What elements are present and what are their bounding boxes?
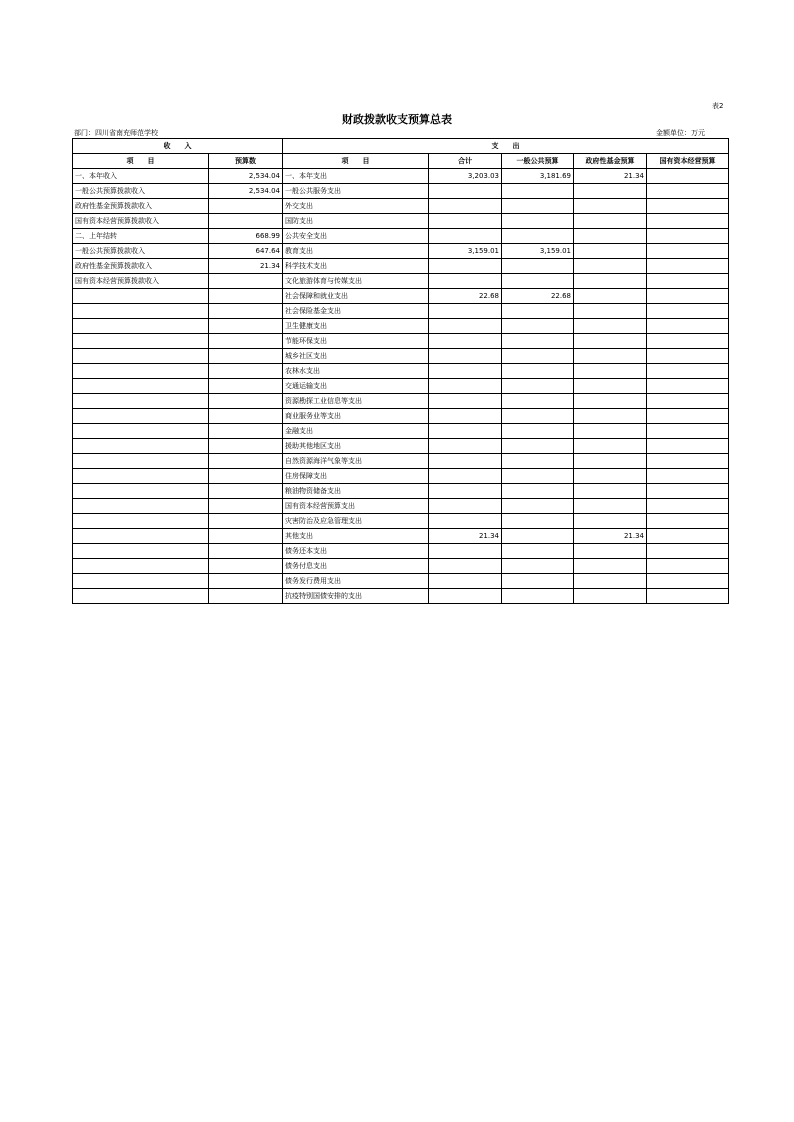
state-capital-cell (647, 544, 729, 559)
total-cell (429, 409, 502, 424)
income-amount-cell (209, 349, 283, 364)
expense-item-cell: 住房保障支出 (283, 469, 429, 484)
income-amount-cell (209, 484, 283, 499)
expense-item-cell: 卫生健康支出 (283, 319, 429, 334)
expense-item-cell: 外交支出 (283, 199, 429, 214)
gov-fund-cell (574, 379, 647, 394)
income-amount-cell (209, 409, 283, 424)
total-cell: 3,203.03 (429, 169, 502, 184)
total-cell (429, 274, 502, 289)
state-capital-header: 国有资本经营预算 (647, 154, 729, 169)
income-amount-cell (209, 214, 283, 229)
income-item-cell (73, 589, 209, 604)
gov-fund-cell (574, 244, 647, 259)
gov-fund-cell (574, 274, 647, 289)
total-cell (429, 574, 502, 589)
state-capital-cell (647, 229, 729, 244)
income-item-header: 项 目 (73, 154, 209, 169)
income-amount-cell (209, 529, 283, 544)
general-public-cell (502, 559, 574, 574)
state-capital-cell (647, 184, 729, 199)
table-row (73, 274, 729, 289)
income-item-cell (73, 544, 209, 559)
table-row (73, 484, 729, 499)
gov-fund-cell (574, 394, 647, 409)
gov-fund-cell: 21.34 (574, 529, 647, 544)
expense-item-cell: 农林水支出 (283, 364, 429, 379)
state-capital-cell (647, 424, 729, 439)
income-item-cell (73, 364, 209, 379)
total-cell (429, 544, 502, 559)
table-row (73, 574, 729, 589)
state-capital-cell (647, 169, 729, 184)
income-item-cell: 国有资本经营预算拨款收入 (73, 274, 209, 289)
table-row (73, 244, 729, 259)
state-capital-cell (647, 199, 729, 214)
income-item-cell (73, 439, 209, 454)
income-item-cell (73, 469, 209, 484)
income-item-cell (73, 424, 209, 439)
income-item-cell (73, 349, 209, 364)
general-public-cell (502, 229, 574, 244)
department-label: 部门：四川省南充师范学校 (74, 129, 158, 137)
total-cell (429, 394, 502, 409)
total-cell (429, 559, 502, 574)
general-public-cell: 22.68 (502, 289, 574, 304)
expense-item-cell: 一般公共服务支出 (283, 184, 429, 199)
expense-item-cell: 国防支出 (283, 214, 429, 229)
state-capital-cell (647, 484, 729, 499)
total-cell: 3,159.01 (429, 244, 502, 259)
table-row (73, 319, 729, 334)
income-item-cell (73, 484, 209, 499)
general-public-cell (502, 274, 574, 289)
total-cell (429, 454, 502, 469)
general-public-cell (502, 469, 574, 484)
expense-item-cell: 国有资本经营预算支出 (283, 499, 429, 514)
income-amount-cell (209, 499, 283, 514)
income-item-cell: 一般公共预算拨款收入 (73, 244, 209, 259)
gov-fund-cell (574, 454, 647, 469)
state-capital-cell (647, 469, 729, 484)
total-cell (429, 259, 502, 274)
total-cell (429, 439, 502, 454)
general-public-cell (502, 409, 574, 424)
gov-fund-cell (574, 559, 647, 574)
total-cell (429, 214, 502, 229)
income-amount-cell (209, 199, 283, 214)
general-public-header: 一般公共预算 (502, 154, 574, 169)
general-public-cell (502, 529, 574, 544)
state-capital-cell (647, 319, 729, 334)
gov-fund-cell (574, 439, 647, 454)
budget-summary-table (72, 138, 729, 604)
state-capital-cell (647, 274, 729, 289)
gov-fund-cell (574, 514, 647, 529)
general-public-cell (502, 514, 574, 529)
income-item-cell (73, 319, 209, 334)
total-cell (429, 499, 502, 514)
state-capital-cell (647, 214, 729, 229)
income-item-cell (73, 529, 209, 544)
table-row (73, 289, 729, 304)
table-row (73, 454, 729, 469)
table-row (73, 499, 729, 514)
general-public-cell (502, 349, 574, 364)
gov-fund-cell (574, 424, 647, 439)
income-item-cell (73, 514, 209, 529)
state-capital-cell (647, 349, 729, 364)
gov-fund-cell (574, 214, 647, 229)
expense-item-cell: 文化旅游体育与传媒支出 (283, 274, 429, 289)
income-item-cell (73, 304, 209, 319)
gov-fund-cell (574, 184, 647, 199)
income-amount-cell: 647.64 (209, 244, 283, 259)
table-row (73, 379, 729, 394)
gov-fund-cell (574, 364, 647, 379)
expense-item-cell: 其他支出 (283, 529, 429, 544)
expense-item-cell: 一、本年支出 (283, 169, 429, 184)
expense-item-cell: 援助其他地区支出 (283, 439, 429, 454)
income-item-cell (73, 499, 209, 514)
income-amount-cell (209, 289, 283, 304)
gov-fund-cell (574, 409, 647, 424)
income-amount-cell: 668.99 (209, 229, 283, 244)
income-item-cell: 政府性基金预算拨款收入 (73, 199, 209, 214)
total-cell (429, 304, 502, 319)
gov-fund-cell (574, 334, 647, 349)
income-amount-cell (209, 559, 283, 574)
gov-fund-cell (574, 289, 647, 304)
table-body (73, 169, 729, 604)
general-public-cell: 3,159.01 (502, 244, 574, 259)
gov-fund-cell (574, 229, 647, 244)
state-capital-cell (647, 454, 729, 469)
gov-fund-cell (574, 574, 647, 589)
income-amount-cell (209, 274, 283, 289)
income-amount-cell (209, 334, 283, 349)
general-public-cell (502, 544, 574, 559)
general-public-cell (502, 589, 574, 604)
income-amount-cell (209, 424, 283, 439)
income-amount-cell (209, 469, 283, 484)
state-capital-cell (647, 289, 729, 304)
state-capital-cell (647, 379, 729, 394)
table-row (73, 409, 729, 424)
income-item-cell: 一般公共预算拨款收入 (73, 184, 209, 199)
income-amount-cell (209, 394, 283, 409)
general-public-cell (502, 184, 574, 199)
total-cell (429, 334, 502, 349)
general-public-cell (502, 484, 574, 499)
total-cell (429, 514, 502, 529)
gov-fund-cell: 21.34 (574, 169, 647, 184)
income-item-cell: 国有资本经营预算拨款收入 (73, 214, 209, 229)
table-row (73, 364, 729, 379)
gov-fund-cell (574, 484, 647, 499)
state-capital-cell (647, 589, 729, 604)
state-capital-cell (647, 244, 729, 259)
table-row (73, 394, 729, 409)
income-amount-cell: 2,534.04 (209, 169, 283, 184)
general-public-cell: 3,181.69 (502, 169, 574, 184)
expense-header: 支 出 (283, 139, 729, 154)
total-cell (429, 229, 502, 244)
total-header: 合计 (429, 154, 502, 169)
general-public-cell (502, 364, 574, 379)
table-row (73, 349, 729, 364)
expense-item-cell: 社会保险基金支出 (283, 304, 429, 319)
income-amount-cell (209, 319, 283, 334)
expense-item-cell: 资源勘探工业信息等支出 (283, 394, 429, 409)
income-amount-cell (209, 544, 283, 559)
state-capital-cell (647, 499, 729, 514)
header-row-group (73, 139, 729, 154)
expense-item-cell: 金融支出 (283, 424, 429, 439)
general-public-cell (502, 454, 574, 469)
expense-item-cell: 债务发行费用支出 (283, 574, 429, 589)
gov-fund-cell (574, 469, 647, 484)
total-cell: 22.68 (429, 289, 502, 304)
total-cell (429, 349, 502, 364)
expense-item-cell: 教育支出 (283, 244, 429, 259)
header-row-columns (73, 154, 729, 169)
general-public-cell (502, 304, 574, 319)
expense-item-header: 项 目 (283, 154, 429, 169)
table-row (73, 529, 729, 544)
income-item-cell: 二、上年结转 (73, 229, 209, 244)
income-amount-cell (209, 379, 283, 394)
table-row (73, 214, 729, 229)
table-number: 表2 (712, 102, 724, 110)
income-item-cell (73, 394, 209, 409)
income-item-cell (73, 379, 209, 394)
total-cell (429, 484, 502, 499)
expense-item-cell: 抗疫特别国债安排的支出 (283, 589, 429, 604)
income-amount-cell (209, 574, 283, 589)
income-amount-cell (209, 454, 283, 469)
budget-amount-header: 预算数 (209, 154, 283, 169)
state-capital-cell (647, 439, 729, 454)
expense-item-cell: 社会保障和就业支出 (283, 289, 429, 304)
table-row (73, 469, 729, 484)
table-row (73, 544, 729, 559)
general-public-cell (502, 334, 574, 349)
state-capital-cell (647, 559, 729, 574)
general-public-cell (502, 214, 574, 229)
general-public-cell (502, 499, 574, 514)
total-cell (429, 364, 502, 379)
state-capital-cell (647, 529, 729, 544)
gov-fund-cell (574, 259, 647, 274)
income-item-cell (73, 559, 209, 574)
total-cell (429, 469, 502, 484)
income-item-cell (73, 454, 209, 469)
table-row (73, 199, 729, 214)
state-capital-cell (647, 259, 729, 274)
income-item-cell (73, 289, 209, 304)
gov-fund-cell (574, 499, 647, 514)
total-cell (429, 589, 502, 604)
income-amount-cell: 21.34 (209, 259, 283, 274)
state-capital-cell (647, 364, 729, 379)
table-row (73, 184, 729, 199)
table-row (73, 334, 729, 349)
expense-item-cell: 债务还本支出 (283, 544, 429, 559)
total-cell (429, 184, 502, 199)
table-row (73, 514, 729, 529)
expense-item-cell: 公共安全支出 (283, 229, 429, 244)
expense-item-cell: 城乡社区支出 (283, 349, 429, 364)
table-row (73, 259, 729, 274)
expense-item-cell: 科学技术支出 (283, 259, 429, 274)
general-public-cell (502, 199, 574, 214)
expense-item-cell: 粮油物资储备支出 (283, 484, 429, 499)
general-public-cell (502, 379, 574, 394)
income-amount-cell: 2,534.04 (209, 184, 283, 199)
state-capital-cell (647, 304, 729, 319)
amount-unit-label: 金额单位：万元 (656, 129, 705, 137)
general-public-cell (502, 259, 574, 274)
income-item-cell: 政府性基金预算拨款收入 (73, 259, 209, 274)
general-public-cell (502, 574, 574, 589)
income-amount-cell (209, 589, 283, 604)
general-public-cell (502, 439, 574, 454)
expense-item-cell: 债务付息支出 (283, 559, 429, 574)
general-public-cell (502, 319, 574, 334)
general-public-cell (502, 394, 574, 409)
income-amount-cell (209, 514, 283, 529)
gov-fund-cell (574, 544, 647, 559)
expense-item-cell: 灾害防治及应急管理支出 (283, 514, 429, 529)
total-cell (429, 199, 502, 214)
total-cell: 21.34 (429, 529, 502, 544)
gov-fund-header: 政府性基金预算 (574, 154, 647, 169)
expense-item-cell: 商业服务业等支出 (283, 409, 429, 424)
income-item-cell (73, 409, 209, 424)
gov-fund-cell (574, 319, 647, 334)
general-public-cell (502, 424, 574, 439)
expense-item-cell: 自然资源海洋气象等支出 (283, 454, 429, 469)
gov-fund-cell (574, 199, 647, 214)
table-row (73, 169, 729, 184)
table-row (73, 559, 729, 574)
income-item-cell: 一、本年收入 (73, 169, 209, 184)
page-title: 财政拨款收支预算总表 (342, 113, 452, 126)
state-capital-cell (647, 334, 729, 349)
income-header: 收 入 (73, 139, 283, 154)
state-capital-cell (647, 409, 729, 424)
total-cell (429, 424, 502, 439)
income-item-cell (73, 334, 209, 349)
total-cell (429, 379, 502, 394)
income-amount-cell (209, 304, 283, 319)
income-amount-cell (209, 364, 283, 379)
table-row (73, 424, 729, 439)
table-row (73, 229, 729, 244)
state-capital-cell (647, 514, 729, 529)
gov-fund-cell (574, 589, 647, 604)
table-row (73, 589, 729, 604)
table-row (73, 439, 729, 454)
income-amount-cell (209, 439, 283, 454)
table-row (73, 304, 729, 319)
total-cell (429, 319, 502, 334)
expense-item-cell: 节能环保支出 (283, 334, 429, 349)
expense-item-cell: 交通运输支出 (283, 379, 429, 394)
state-capital-cell (647, 574, 729, 589)
income-item-cell (73, 574, 209, 589)
state-capital-cell (647, 394, 729, 409)
gov-fund-cell (574, 304, 647, 319)
gov-fund-cell (574, 349, 647, 364)
